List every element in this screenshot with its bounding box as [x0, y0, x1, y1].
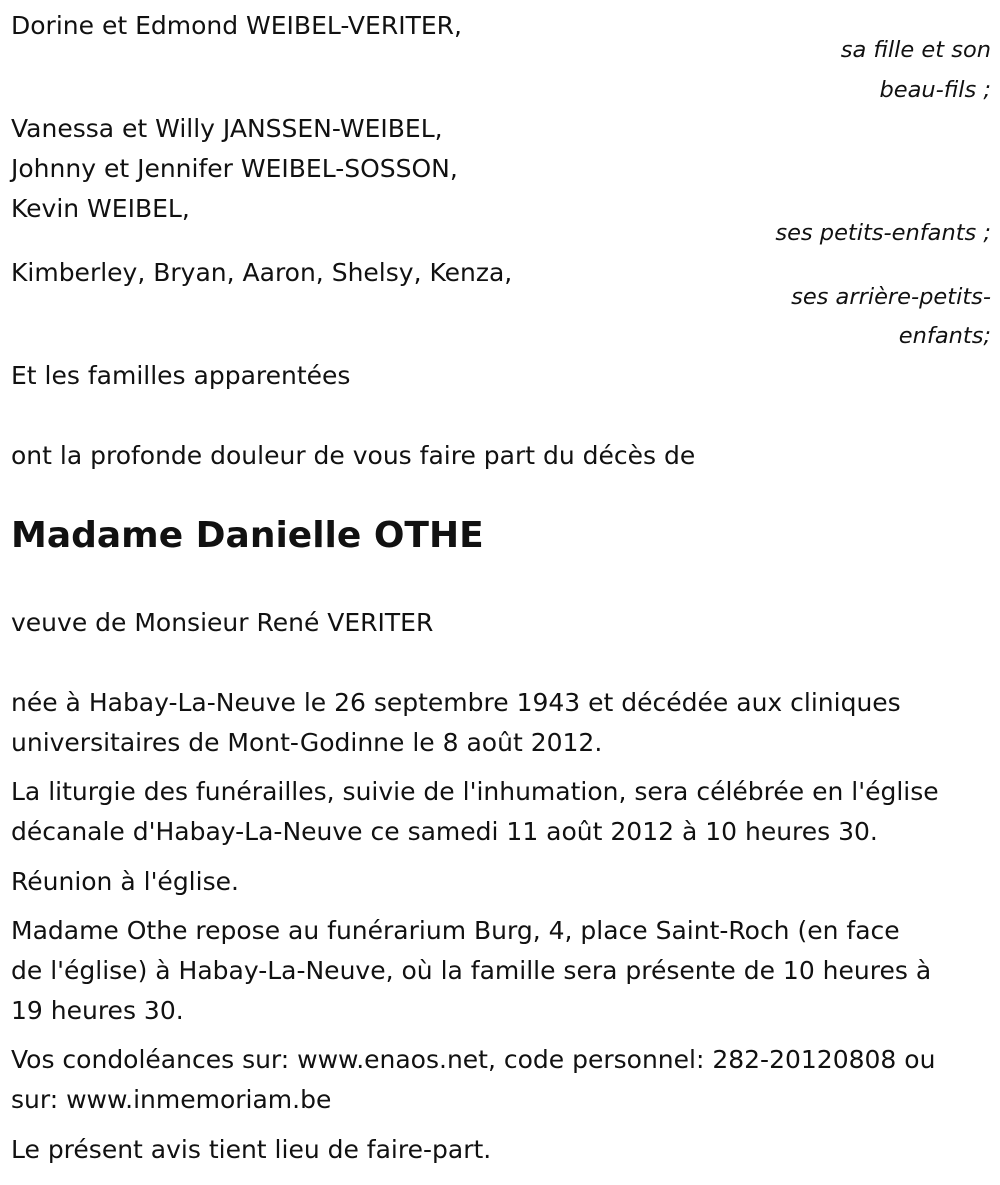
- birth-death-line-2: universitaires de Mont-Godinne le 8 août 2012.: [11, 728, 603, 757]
- birth-death-line-1: née à Habay-La-Neuve le 26 septembre 1943 et décédée aux cliniques: [11, 688, 901, 717]
- grandchild-line: Johnny et Jennifer WEIBEL-SOSSON,: [11, 154, 458, 183]
- visitation-line-1: Madame Othe repose au funérarium Burg, 4, place Saint-Roch (en face: [11, 916, 900, 945]
- funeral-line-2: décanale d'Habay-La-Neuve ce samedi 11 août 2012 à 10 heures 30.: [11, 817, 878, 846]
- meeting-text: Réunion à l'église.: [11, 867, 239, 896]
- grandchild-line: Vanessa et Willy JANSSEN-WEIBEL,: [11, 114, 443, 143]
- announcement-text: ont la profonde douleur de vous faire part du décès de: [11, 441, 696, 470]
- deceased-name: Madame Danielle OTHE: [11, 515, 484, 556]
- related-families: Et les familles apparentées: [11, 361, 351, 390]
- visitation-line-3: 19 heures 30.: [11, 996, 184, 1025]
- grandchild-line: Kevin WEIBEL,: [11, 194, 190, 223]
- condolences-line-2: sur: www.inmemoriam.be: [11, 1085, 332, 1114]
- daughter-relation-line-2: beau-fils ;: [879, 77, 991, 103]
- notice-text: Le présent avis tient lieu de faire-part.: [11, 1135, 492, 1164]
- grandchildren-relation: ses petits-enfants ;: [775, 220, 991, 246]
- visitation-line-2: de l'église) à Habay-La-Neuve, où la famille sera présente de 10 heures à: [11, 956, 932, 985]
- great-grandchildren: Kimberley, Bryan, Aaron, Shelsy, Kenza,: [11, 258, 513, 287]
- great-grandchildren-relation-line-2: enfants;: [898, 323, 991, 349]
- great-grandchildren-relation-line-1: ses arrière-petits-: [791, 284, 991, 310]
- daughter-relation-line-1: sa fille et son: [840, 37, 991, 63]
- condolences-line-1: Vos condoléances sur: www.enaos.net, code personnel: 282-20120808 ou: [11, 1045, 936, 1074]
- family-daughter: Dorine et Edmond WEIBEL-VERITER,: [11, 11, 462, 40]
- widow-of: veuve de Monsieur René VERITER: [11, 608, 434, 637]
- funeral-line-1: La liturgie des funérailles, suivie de l'inhumation, sera célébrée en l'église: [11, 777, 939, 806]
